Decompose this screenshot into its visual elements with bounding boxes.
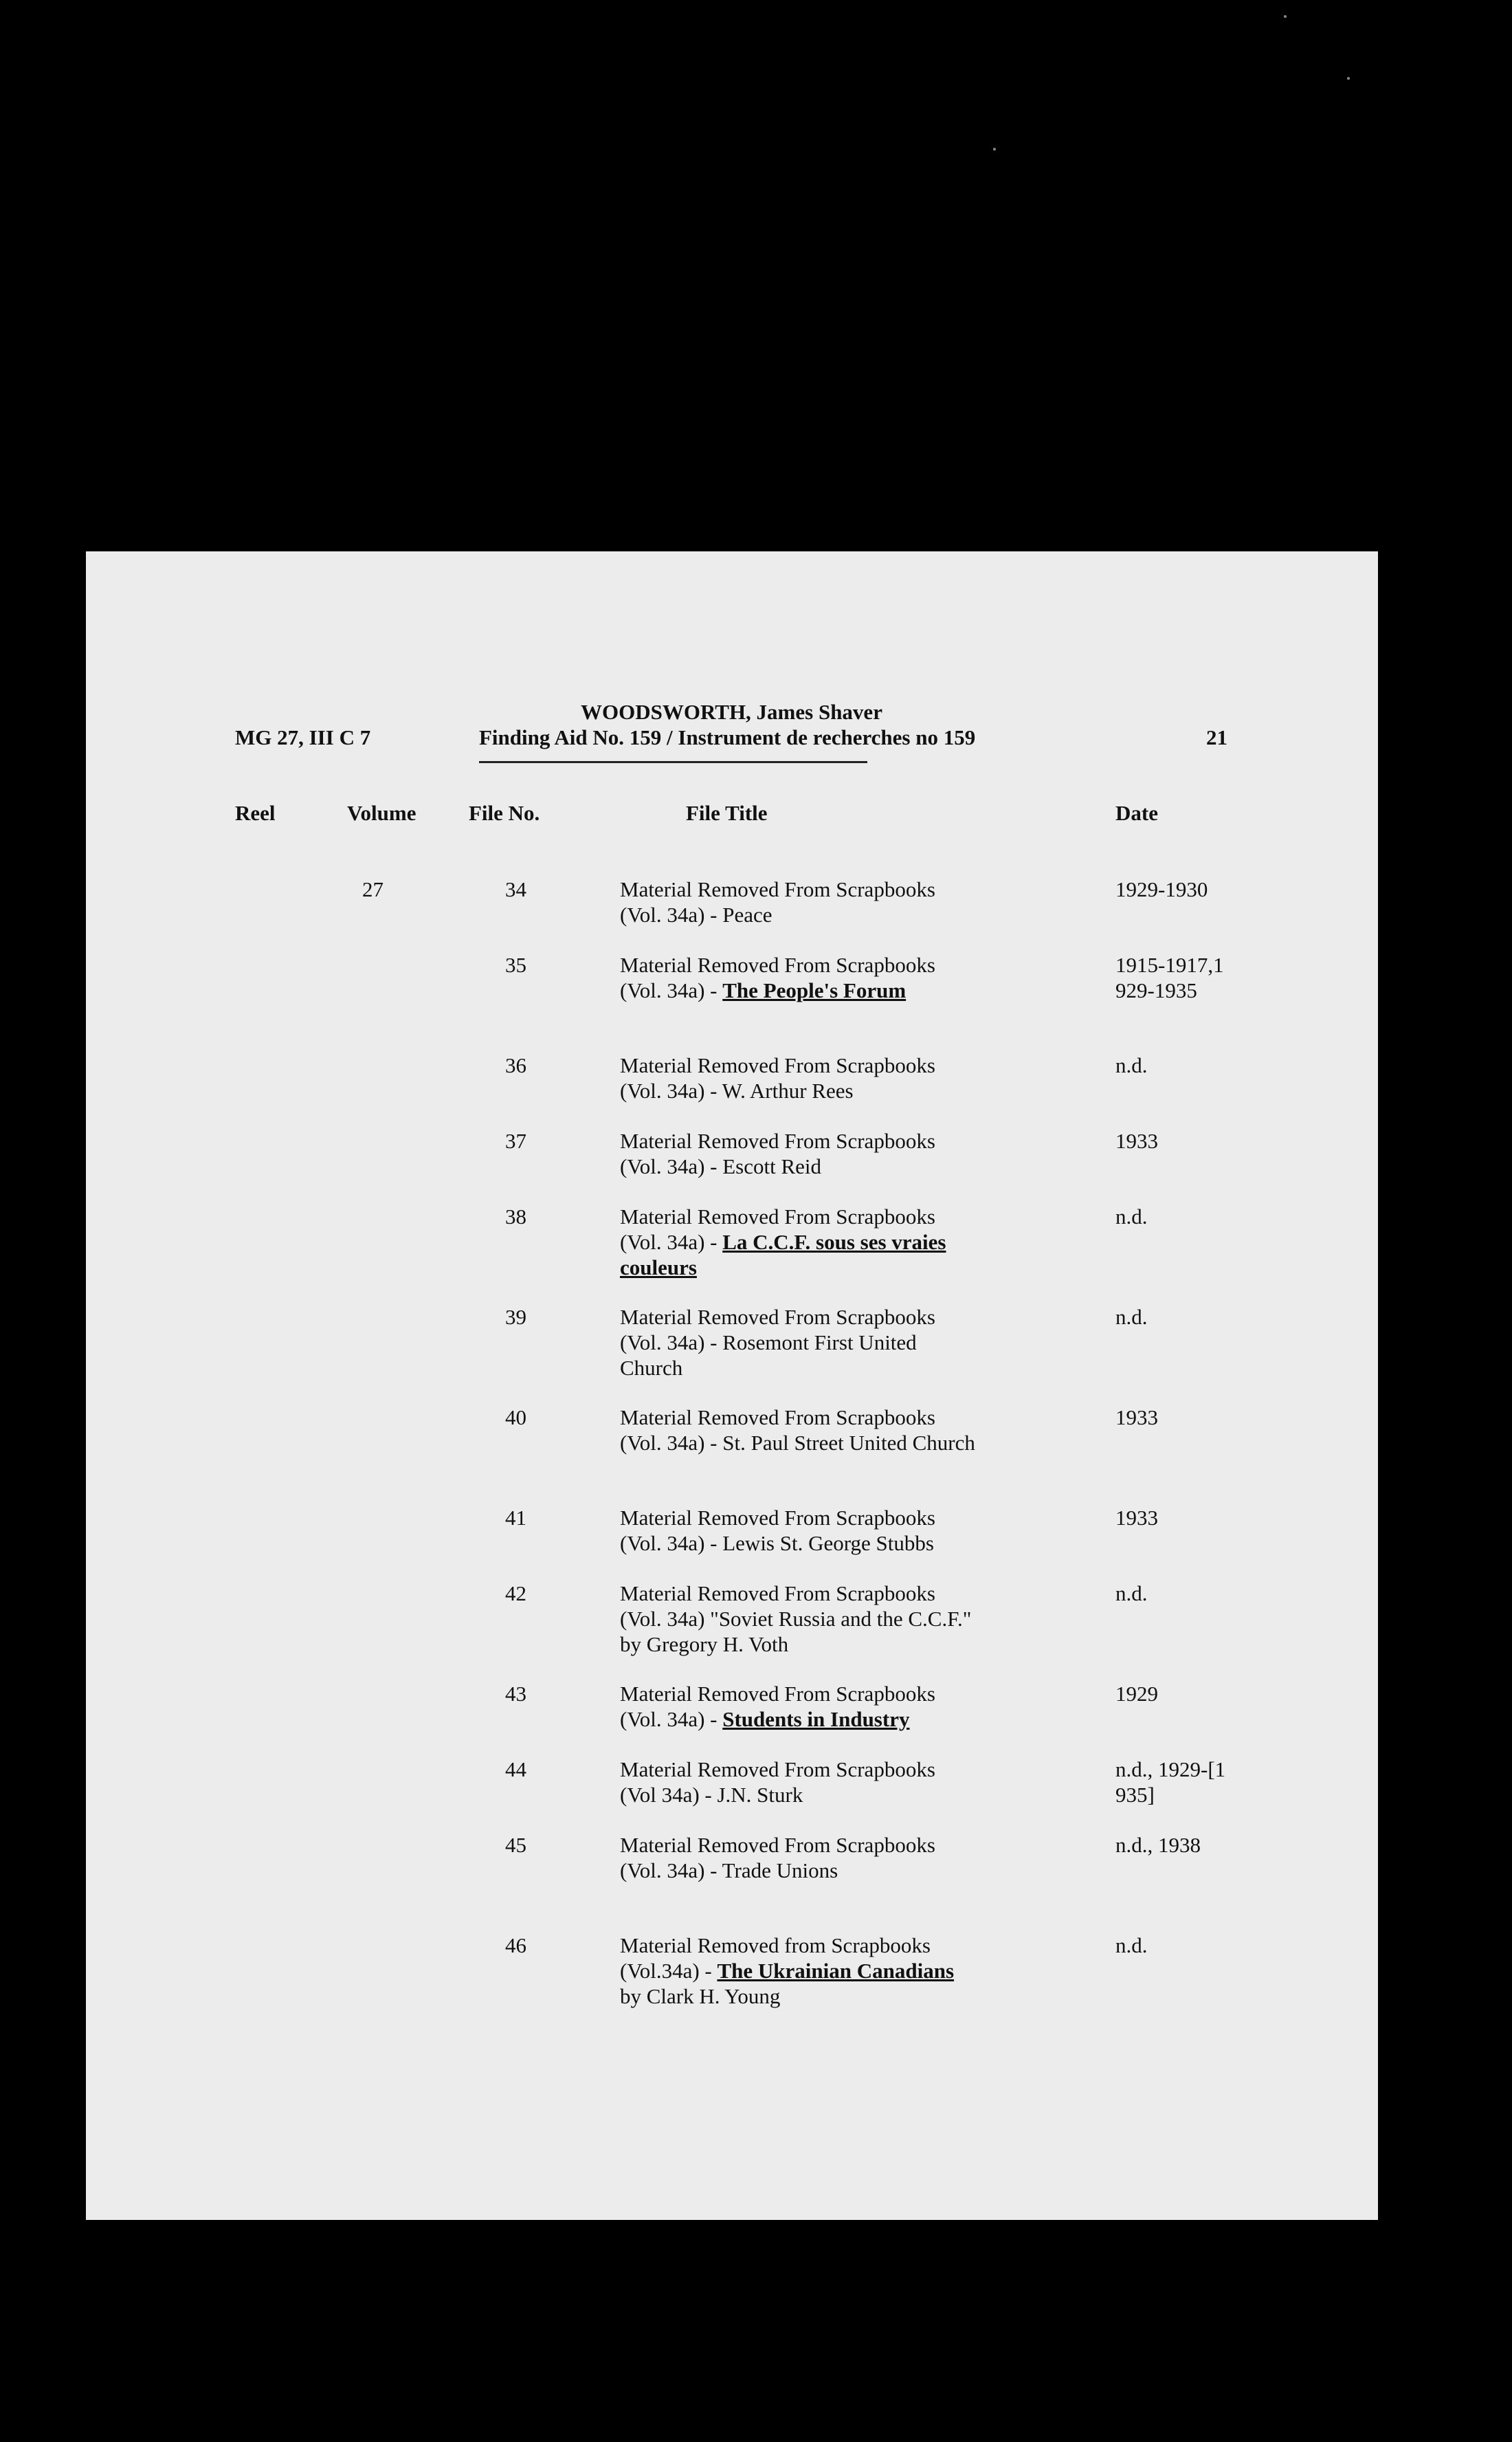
file-title xyxy=(620,1405,977,1455)
file-date: 1915-1917,1929-1935 xyxy=(1115,953,1224,1002)
file-title-detail xyxy=(620,1958,977,2009)
file-number: 42 xyxy=(505,1581,526,1605)
file-title-text: (Vol. 34a) - W. Arthur Rees xyxy=(620,1079,854,1103)
file-date: n.d. xyxy=(1115,1053,1148,1077)
column-header-volume: Volume xyxy=(347,801,416,825)
file-date: 1933 xyxy=(1115,1506,1158,1530)
file-date: 1929 xyxy=(1115,1682,1158,1706)
file-title-text: (Vol. 34a) - Trade Unions xyxy=(620,1858,838,1882)
underlined-title: The People's Forum xyxy=(722,978,907,1002)
file-title-text: (Vol 34a) - J.N. Sturk xyxy=(620,1783,803,1807)
file-title-line: Material Removed From Scrapbooks xyxy=(620,1305,935,1329)
file-date: 1929-1930 xyxy=(1115,877,1208,901)
file-title-detail xyxy=(620,1154,977,1179)
file-date: n.d., 1929-[1935] xyxy=(1115,1757,1226,1807)
file-title-text: (Vol. 34a) - xyxy=(620,1230,723,1254)
file-number: 39 xyxy=(505,1305,526,1329)
file-title-line: Material Removed From Scrapbooks xyxy=(620,1682,935,1706)
file-title-line: Material Removed From Scrapbooks xyxy=(620,877,935,901)
file-number: 45 xyxy=(505,1833,526,1857)
column-header-date: Date xyxy=(1115,801,1158,825)
file-title xyxy=(620,952,977,1003)
scan-speck xyxy=(1284,15,1287,18)
file-title-text: (Vol.34a) - xyxy=(620,1959,718,1983)
file-title xyxy=(620,877,977,927)
underlined-title: Students in Industry xyxy=(722,1707,910,1731)
file-title-text: (Vol. 34a) "Soviet Russia and the C.C.F." by Gregory H. Voth xyxy=(620,1607,972,1656)
file-number: 44 xyxy=(505,1757,526,1781)
file-title-text: (Vol. 34a) - Rosemont First United Church xyxy=(620,1330,917,1380)
file-title xyxy=(620,1128,977,1179)
file-title-detail xyxy=(620,1606,977,1657)
file-title-detail xyxy=(620,978,977,1003)
file-title-text: (Vol. 34a) - Peace xyxy=(620,903,772,927)
file-title-line: Material Removed From Scrapbooks xyxy=(620,1506,935,1530)
file-number: 36 xyxy=(505,1053,526,1077)
file-date: n.d. xyxy=(1115,1581,1148,1605)
file-number: 34 xyxy=(505,877,526,901)
file-title-suffix: by Clark H. Young xyxy=(620,1984,781,2008)
file-date: n.d., 1938 xyxy=(1115,1833,1201,1857)
file-title-line: Material Removed From Scrapbooks xyxy=(620,1757,935,1781)
document-title: WOODSWORTH, James Shaver xyxy=(581,700,882,724)
file-title-line: Material Removed from Scrapbooks xyxy=(620,1933,931,1957)
file-title xyxy=(620,1304,977,1380)
file-title xyxy=(620,1757,977,1807)
reference-code: MG 27, III C 7 xyxy=(235,725,371,749)
file-title-line: Material Removed From Scrapbooks xyxy=(620,953,935,977)
file-title-text: (Vol. 34a) - xyxy=(620,978,723,1002)
file-title-line: Material Removed From Scrapbooks xyxy=(620,1581,935,1605)
file-title-detail xyxy=(620,1229,977,1280)
file-title-line: Material Removed From Scrapbooks xyxy=(620,1204,935,1229)
header-rule xyxy=(479,761,867,763)
file-title-text: (Vol. 34a) - Escott Reid xyxy=(620,1154,822,1178)
file-number: 35 xyxy=(505,953,526,977)
underlined-title: The Ukrainian Canadians xyxy=(717,1959,955,1983)
file-title xyxy=(620,1204,977,1280)
file-title xyxy=(620,1681,977,1732)
file-title-detail xyxy=(620,1430,977,1455)
volume-value: 27 xyxy=(362,877,383,901)
file-title-line: Material Removed From Scrapbooks xyxy=(620,1833,935,1857)
file-title-text: (Vol. 34a) - St. Paul Street United Church xyxy=(620,1431,975,1455)
file-title-line: Material Removed From Scrapbooks xyxy=(620,1053,935,1077)
file-number: 37 xyxy=(505,1129,526,1153)
file-date: n.d. xyxy=(1115,1204,1148,1229)
scan-speck xyxy=(993,148,996,151)
file-title-line: Material Removed From Scrapbooks xyxy=(620,1129,935,1153)
file-date: n.d. xyxy=(1115,1933,1148,1957)
file-title-text: (Vol. 34a) - xyxy=(620,1707,723,1731)
file-title-detail xyxy=(620,1858,977,1883)
page-number: 21 xyxy=(1206,725,1227,749)
column-header-file-no: File No. xyxy=(469,801,540,825)
file-date: 1933 xyxy=(1115,1405,1158,1429)
finding-aid-line: Finding Aid No. 159 / Instrument de recherches no 159 xyxy=(479,725,976,749)
file-title-detail xyxy=(620,1078,977,1103)
file-title xyxy=(620,1505,977,1556)
file-date: n.d. xyxy=(1115,1305,1148,1329)
file-number: 40 xyxy=(505,1405,526,1429)
file-title-text: (Vol. 34a) - Lewis St. George Stubbs xyxy=(620,1531,934,1555)
file-number: 41 xyxy=(505,1506,526,1530)
file-title xyxy=(620,1933,977,2009)
file-title-line: Material Removed From Scrapbooks xyxy=(620,1405,935,1429)
file-title xyxy=(620,1053,977,1103)
file-title xyxy=(620,1581,977,1657)
file-number: 46 xyxy=(505,1933,526,1957)
file-number: 43 xyxy=(505,1682,526,1706)
column-header-reel: Reel xyxy=(235,801,276,825)
file-title-detail xyxy=(620,902,977,927)
file-title-detail xyxy=(620,1782,977,1807)
scan-speck xyxy=(1347,77,1350,80)
file-title xyxy=(620,1832,977,1883)
file-number: 38 xyxy=(505,1204,526,1229)
column-header-file-title: File Title xyxy=(686,801,768,825)
file-title-detail xyxy=(620,1330,977,1380)
underlined-title: La C.C.F. sous ses vraies couleurs xyxy=(620,1230,946,1279)
file-title-detail xyxy=(620,1706,977,1732)
file-date: 1933 xyxy=(1115,1129,1158,1153)
file-title-detail xyxy=(620,1530,977,1556)
